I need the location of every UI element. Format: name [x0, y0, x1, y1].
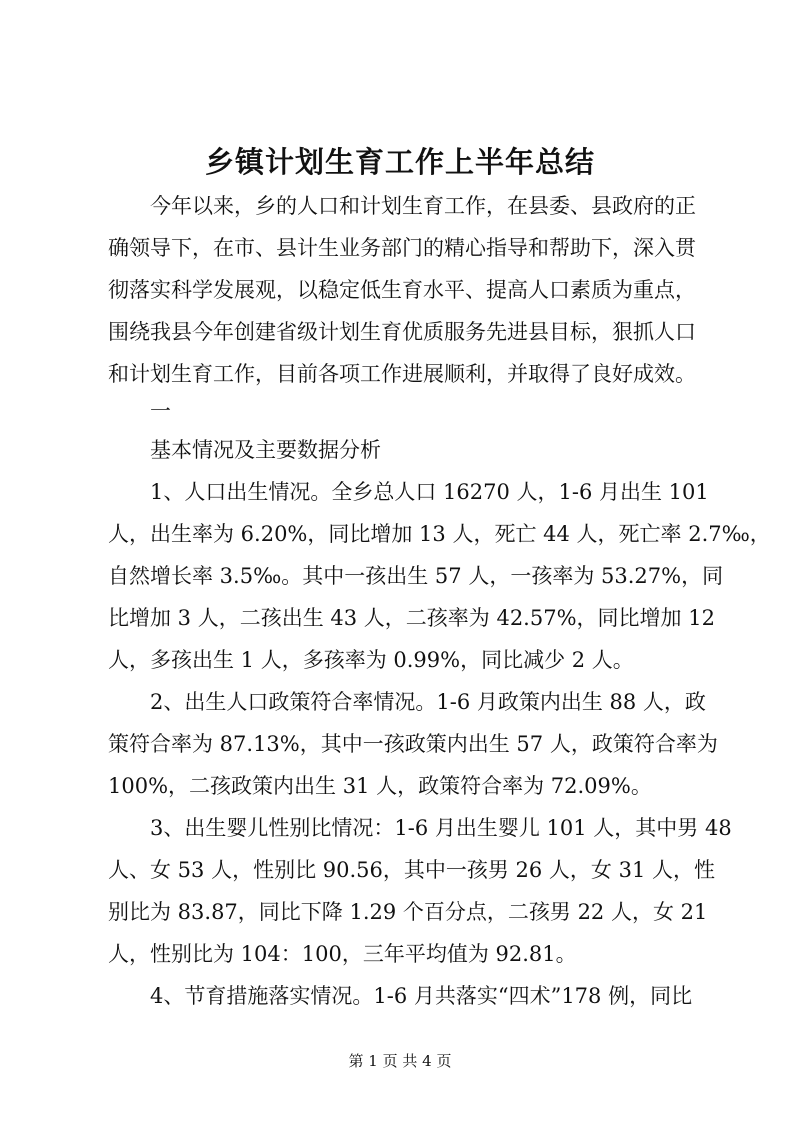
body-line: 自然增长率 3.5‰。其中一孩出生 57 人，一孩率为 53.27%，同 [108, 564, 724, 588]
body-line: 别比为 83.87，同比下降 1.29 个百分点，二孩男 22 人，女 21 [108, 900, 708, 924]
body-line: 围绕我县今年创建省级计划生育优质服务先进县目标，狠抓人口 [108, 320, 696, 344]
document-title: 乡镇计划生育工作上半年总结 [204, 145, 595, 179]
page-number-footer: 第 1 页 共 4 页 [348, 1052, 452, 1070]
body-line: 1、人口出生情况。全乡总人口 16270 人，1-6 月出生 101 [150, 480, 709, 504]
body-line: 人，多孩出生 1 人，多孩率为 0.99%，同比减少 2 人。 [108, 648, 634, 672]
body-line: 策符合率为 87.13%，其中一孩政策内出生 57 人，政策符合率为 [108, 732, 718, 756]
body-line: 今年以来，乡的人口和计划生育工作，在县委、县政府的正 [150, 194, 696, 218]
body-line: 人，出生率为 6.20%，同比增加 13 人，死亡 44 人，死亡率 2.7‰， [108, 522, 771, 546]
section-number: 一 [150, 399, 171, 423]
body-line: 彻落实科学发展观，以稳定低生育水平、提高人口素质为重点， [108, 278, 696, 302]
section-heading: 基本情况及主要数据分析 [150, 438, 381, 462]
body-line: 3、出生婴儿性别比情况：1-6 月出生婴儿 101 人，其中男 48 [150, 816, 732, 840]
body-line: 人、女 53 人，性别比 90.56，其中一孩男 26 人，女 31 人，性 [108, 858, 716, 882]
body-line: 和计划生育工作，目前各项工作进展顺利，并取得了良好成效。 [108, 362, 696, 386]
body-line: 4、节育措施落实情况。1-6 月共落实“四术”178 例，同比 [150, 984, 693, 1008]
body-line: 2、出生人口政策符合率情况。1-6 月政策内出生 88 人，政 [150, 690, 706, 714]
body-line: 人，性别比为 104：100，三年平均值为 92.81。 [108, 942, 577, 966]
body-line: 100%，二孩政策内出生 31 人，政策符合率为 72.09%。 [108, 774, 652, 798]
body-line: 确领导下，在市、县计生业务部门的精心指导和帮助下，深入贯 [108, 236, 696, 260]
body-line: 比增加 3 人，二孩出生 43 人，二孩率为 42.57%，同比增加 12 [108, 606, 715, 630]
